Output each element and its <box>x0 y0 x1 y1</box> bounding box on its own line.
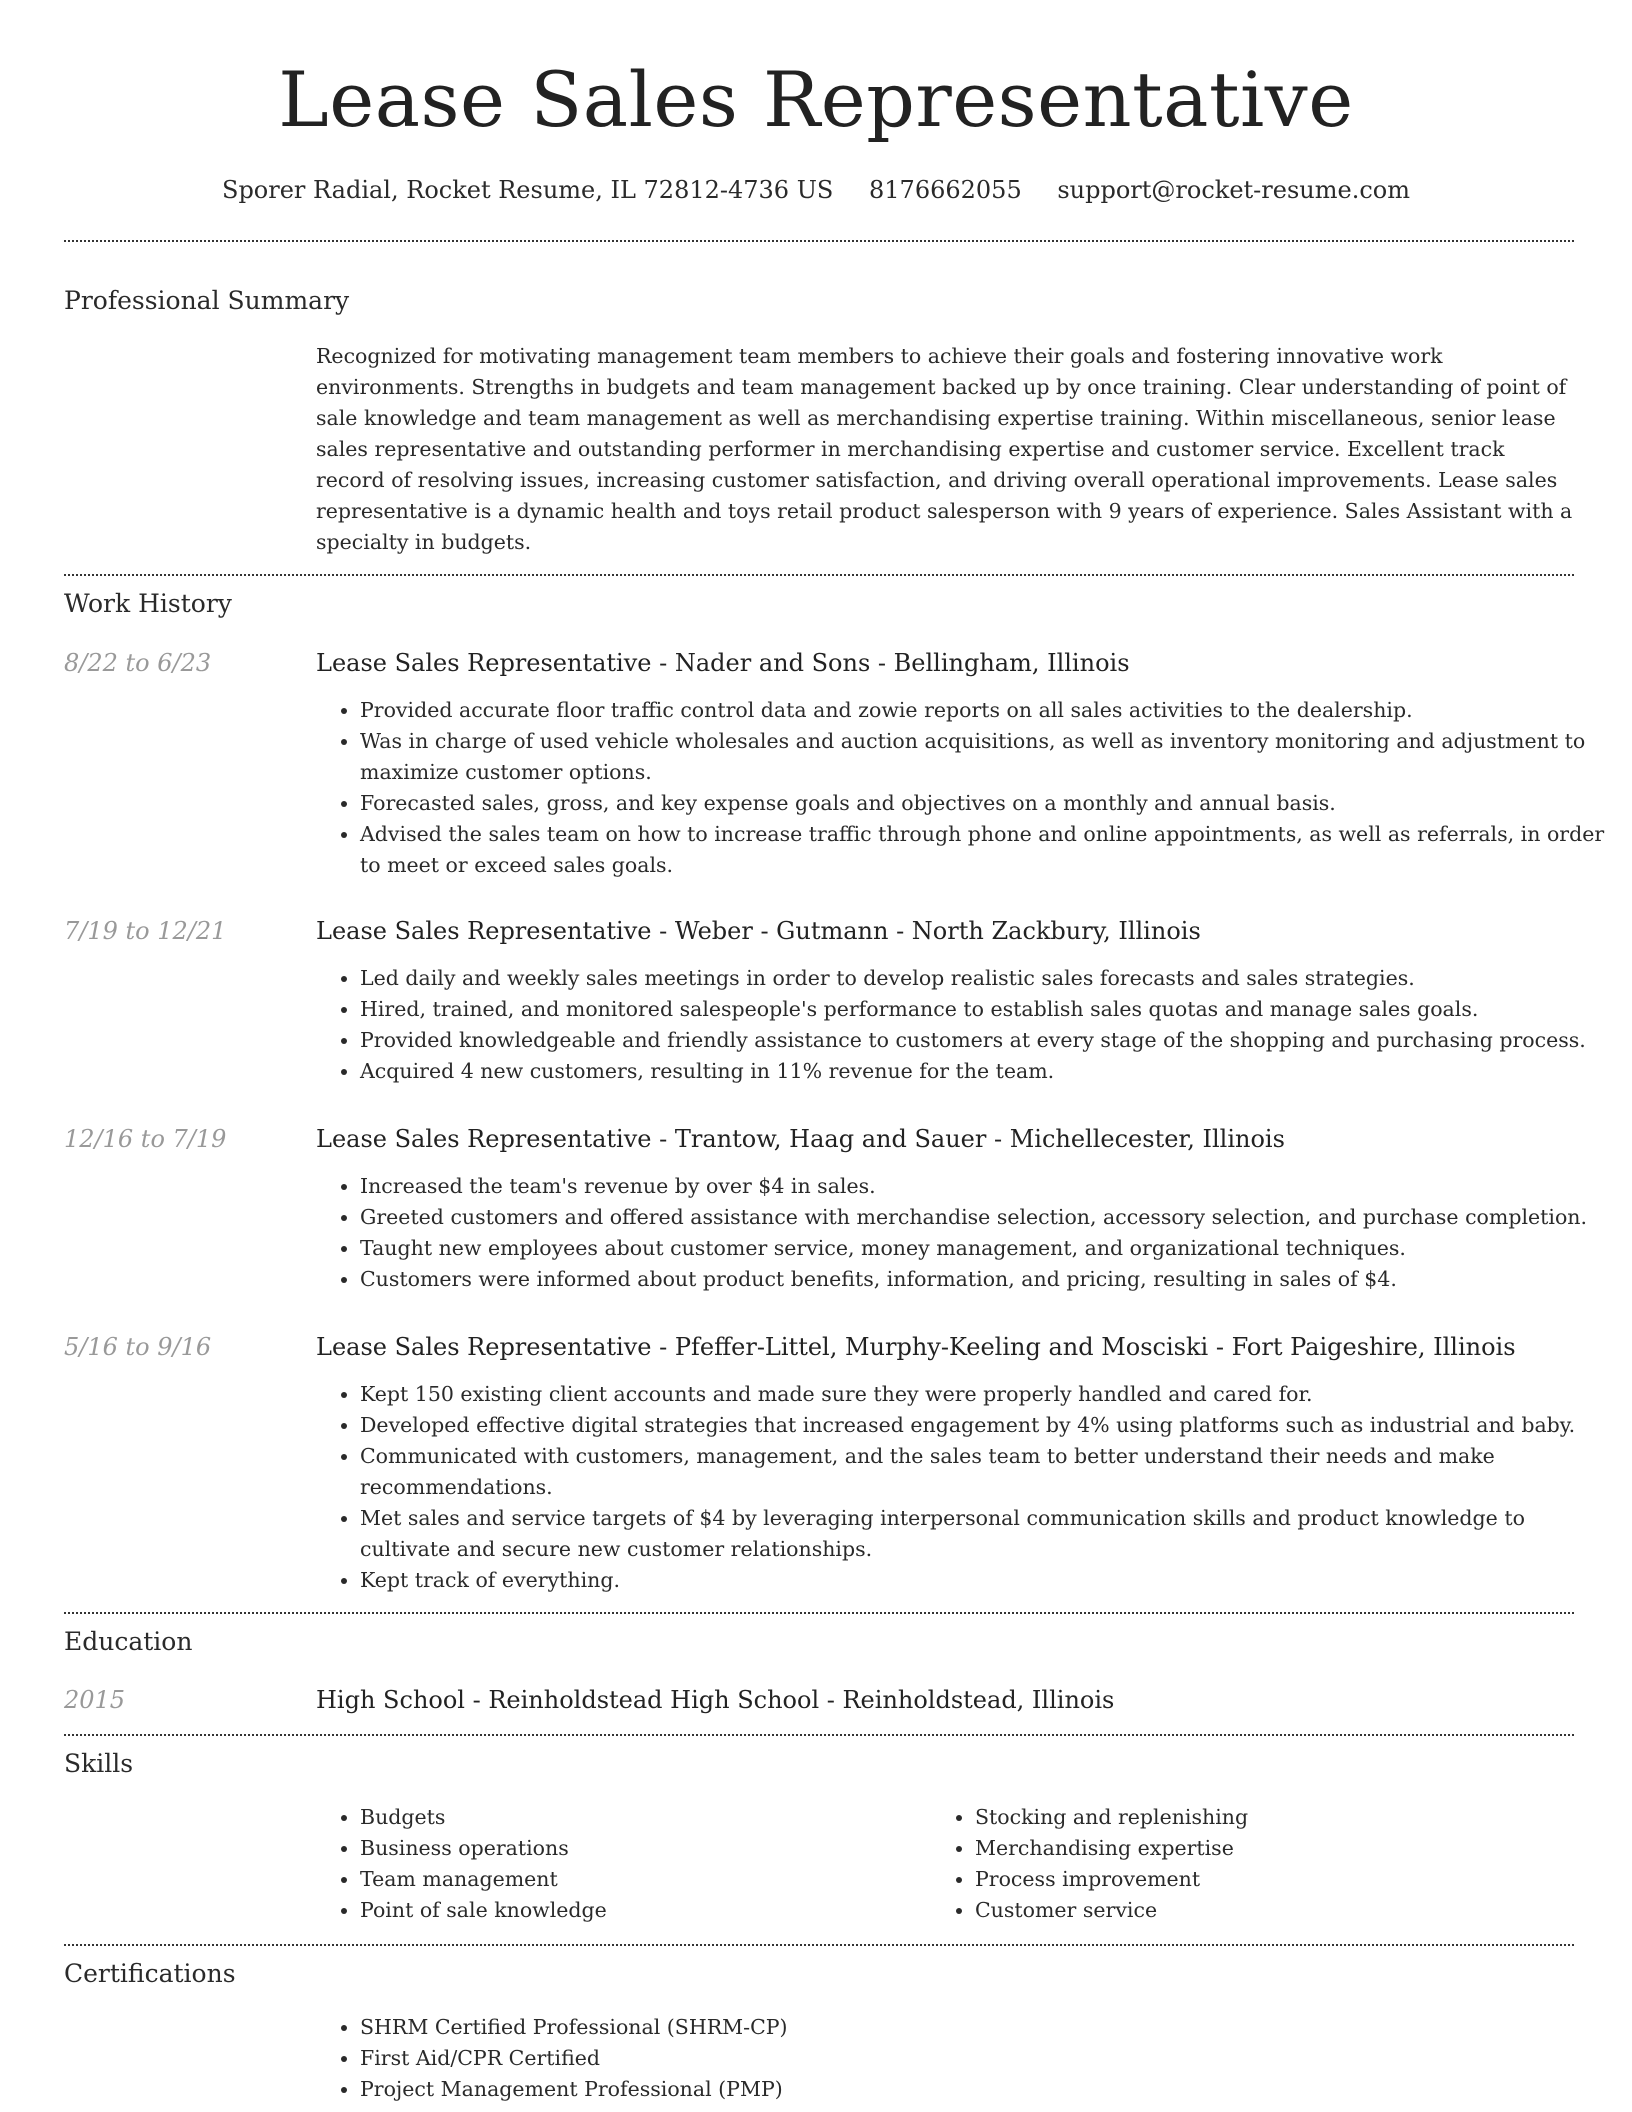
education-heading: Education <box>64 1627 193 1656</box>
list-item: • Taught new employees about customer service, money management, and organizational techniques. <box>360 1233 1620 1264</box>
section-divider <box>64 1734 1574 1736</box>
job-title: Lease Sales Representative - Pfeffer-Littel, Murphy-Keeling and Mosciski - Fort Paigeshire, Illinois <box>316 1333 1516 1361</box>
job-dates: 5/16 to 9/16 <box>64 1333 212 1361</box>
skill-item: • Customer service <box>975 1895 1575 1926</box>
section-divider <box>64 1944 1574 1946</box>
job-title: Lease Sales Representative - Trantow, Haag and Sauer - Michellecester, Illinois <box>316 1125 1285 1153</box>
list-item: • Met sales and service targets of $4 by leveraging interpersonal communication skills and product knowledge to cultivate and secure new customer relationships. <box>360 1503 1620 1565</box>
certifications-heading: Certifications <box>64 1959 236 1988</box>
list-item: • Provided knowledgeable and friendly assistance to customers at every stage of the shopping and purchasing process. <box>360 1025 1620 1056</box>
certification-item: • First Aid/CPR Certified <box>360 2043 1620 2074</box>
education-year: 2015 <box>64 1686 126 1714</box>
job-bullets <box>316 963 1620 1087</box>
education-entry: High School - Reinholdstead High School - Reinholdstead, Illinois <box>316 1686 1115 1714</box>
skill-item: • Budgets <box>360 1802 960 1833</box>
job-bullets <box>316 1171 1620 1295</box>
section-divider <box>64 574 1574 576</box>
summary-text: Recognized for motivating management team members to achieve their goals and fostering innovative work environments. Strengths in budgets and team management backed up by once training. Clear understanding of point of sale knowledge and team management as well as merchandising expertise training. Within miscellaneous, senior lease sales representative and outstanding performer in merchandising expertise and customer service. Excellent track record of resolving issues, increasing customer satisfaction, and driving overall operational improvements. Lease sales representative is a dynamic health and toys retail product salesperson with 9 years of experience. Sales Assistant with a specialty in budgets. <box>316 344 1573 554</box>
skill-item: • Point of sale knowledge <box>360 1895 960 1926</box>
skills-heading: Skills <box>64 1749 134 1778</box>
resume-name: Lease Sales Representative <box>278 55 1354 144</box>
skill-item: • Business operations <box>360 1833 960 1864</box>
contact-email: support@rocket-resume.com <box>1057 176 1410 204</box>
certifications-list <box>316 2012 1620 2105</box>
certification-item: • SHRM Certified Professional (SHRM-CP) <box>360 2012 1620 2043</box>
skill-item: • Merchandising expertise <box>975 1833 1575 1864</box>
list-item: • Communicated with customers, management, and the sales team to better understand their needs and make recommendations. <box>360 1441 1620 1503</box>
skill-item: • Stocking and replenishing <box>975 1802 1575 1833</box>
skill-item: • Team management <box>360 1864 960 1895</box>
list-item: • Increased the team's revenue by over $4 in sales. <box>360 1171 1620 1202</box>
work-history-heading: Work History <box>64 589 232 618</box>
contact-phone: 8176662055 <box>869 176 1022 204</box>
section-divider <box>64 240 1574 242</box>
job-title: Lease Sales Representative - Nader and Sons - Bellingham, Illinois <box>316 649 1130 677</box>
list-item: • Kept 150 existing client accounts and made sure they were properly handled and cared for. <box>360 1379 1620 1410</box>
job-bullets <box>316 695 1620 881</box>
skills-list-right <box>931 1802 1575 1926</box>
job-dates: 8/22 to 6/23 <box>64 649 212 677</box>
contact-line <box>0 172 1632 208</box>
skills-list-left <box>316 1802 960 1926</box>
summary-heading: Professional Summary <box>64 286 350 315</box>
list-item: • Customers were informed about product benefits, information, and pricing, resulting in sales of $4. <box>360 1264 1620 1295</box>
list-item: • Provided accurate floor traffic control data and zowie reports on all sales activities to the dealership. <box>360 695 1620 726</box>
list-item: • Kept track of everything. <box>360 1565 1620 1596</box>
list-item: • Acquired 4 new customers, resulting in 11% revenue for the team. <box>360 1056 1620 1087</box>
list-item: • Advised the sales team on how to increase traffic through phone and online appointments, as well as referrals, in order to meet or exceed sales goals. <box>360 819 1620 881</box>
contact-address: Sporer Radial, Rocket Resume, IL 72812-4736 US <box>222 176 834 204</box>
skill-item: • Process improvement <box>975 1864 1575 1895</box>
list-item: • Developed effective digital strategies that increased engagement by 4% using platforms such as industrial and baby. <box>360 1410 1620 1441</box>
job-dates: 12/16 to 7/19 <box>64 1125 227 1153</box>
list-item: • Hired, trained, and monitored salespeople's performance to establish sales quotas and manage sales goals. <box>360 994 1620 1025</box>
certification-item: • Project Management Professional (PMP) <box>360 2074 1620 2105</box>
job-bullets <box>316 1379 1620 1596</box>
job-dates: 7/19 to 12/21 <box>64 917 227 945</box>
list-item: • Greeted customers and offered assistance with merchandise selection, accessory selection, and purchase completion. <box>360 1202 1620 1233</box>
job-title: Lease Sales Representative - Weber - Gutmann - North Zackbury, Illinois <box>316 917 1201 945</box>
section-divider <box>64 1612 1574 1614</box>
list-item: • Forecasted sales, gross, and key expense goals and objectives on a monthly and annual basis. <box>360 788 1620 819</box>
list-item: • Was in charge of used vehicle wholesales and auction acquisitions, as well as inventory monitoring and adjustment to maximize customer options. <box>360 726 1620 788</box>
list-item: • Led daily and weekly sales meetings in order to develop realistic sales forecasts and sales strategies. <box>360 963 1620 994</box>
